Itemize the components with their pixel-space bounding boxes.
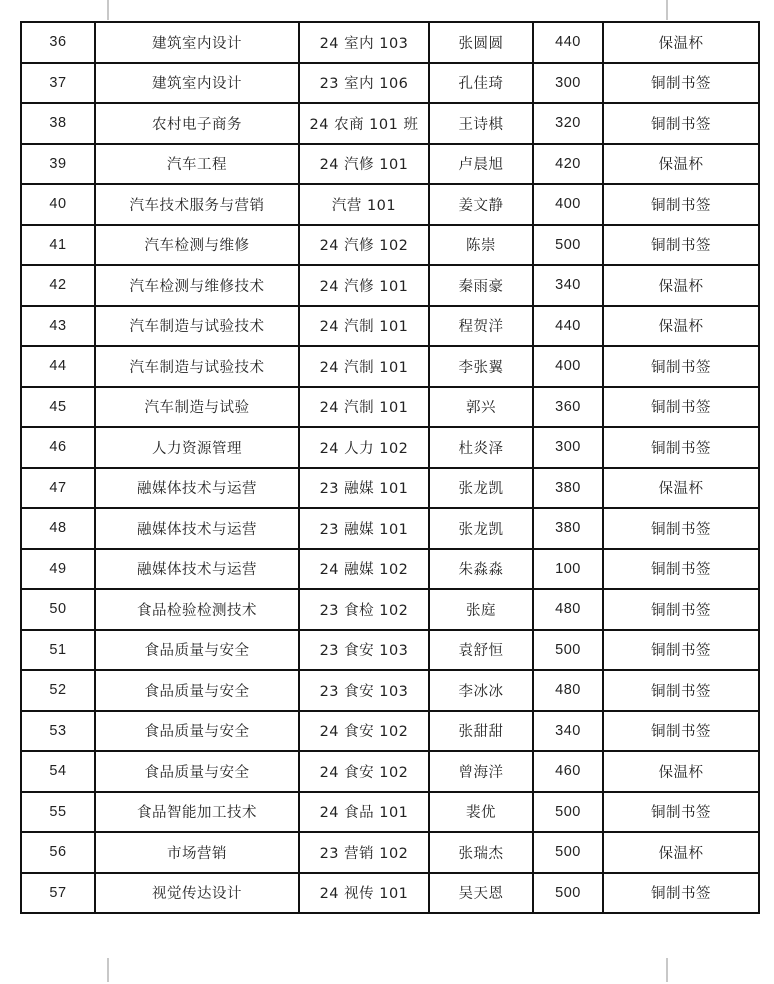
class-cell: 23 食安 103 [299, 670, 429, 711]
prize-cell: 保温杯 [603, 22, 759, 63]
student-name-cell: 李冰冰 [429, 670, 533, 711]
prize-cell: 铜制书签 [603, 103, 759, 144]
score-cell: 500 [533, 225, 603, 266]
row-number: 39 [21, 144, 95, 185]
class-cell: 23 融媒 101 [299, 468, 429, 509]
prize-cell: 保温杯 [603, 832, 759, 873]
row-number: 49 [21, 549, 95, 590]
class-cell: 24 汽制 101 [299, 306, 429, 347]
class-cell: 24 汽修 101 [299, 144, 429, 185]
score-cell: 360 [533, 387, 603, 428]
prize-cell: 保温杯 [603, 468, 759, 509]
major-cell: 汽车制造与试验 [95, 387, 299, 428]
score-cell: 380 [533, 508, 603, 549]
prize-cell: 铜制书签 [603, 711, 759, 752]
student-name-cell: 程贺洋 [429, 306, 533, 347]
row-number: 43 [21, 306, 95, 347]
score-cell: 400 [533, 346, 603, 387]
row-number: 57 [21, 873, 95, 914]
score-cell: 400 [533, 184, 603, 225]
score-cell: 340 [533, 711, 603, 752]
student-name-cell: 陈崇 [429, 225, 533, 266]
major-cell: 建筑室内设计 [95, 22, 299, 63]
score-cell: 300 [533, 63, 603, 104]
class-cell: 汽营 101 [299, 184, 429, 225]
score-cell: 500 [533, 792, 603, 833]
class-cell: 24 汽修 102 [299, 225, 429, 266]
prize-cell: 铜制书签 [603, 549, 759, 590]
prize-cell: 铜制书签 [603, 589, 759, 630]
major-cell: 汽车制造与试验技术 [95, 306, 299, 347]
major-cell: 食品质量与安全 [95, 630, 299, 671]
row-number: 56 [21, 832, 95, 873]
student-name-cell: 郭兴 [429, 387, 533, 428]
major-cell: 融媒体技术与运营 [95, 468, 299, 509]
student-name-cell: 朱淼淼 [429, 549, 533, 590]
prize-cell: 铜制书签 [603, 792, 759, 833]
major-cell: 人力资源管理 [95, 427, 299, 468]
class-cell: 24 食安 102 [299, 751, 429, 792]
major-cell: 食品智能加工技术 [95, 792, 299, 833]
row-number: 42 [21, 265, 95, 306]
major-cell: 汽车技术服务与营销 [95, 184, 299, 225]
row-number: 45 [21, 387, 95, 428]
table-row [21, 468, 759, 509]
table-row [21, 144, 759, 185]
table-row [21, 22, 759, 63]
table-row [21, 63, 759, 104]
table-row [21, 792, 759, 833]
prize-cell: 保温杯 [603, 306, 759, 347]
table-row [21, 387, 759, 428]
class-cell: 24 农商 101 班 [299, 103, 429, 144]
score-cell: 340 [533, 265, 603, 306]
row-number: 52 [21, 670, 95, 711]
score-cell: 480 [533, 670, 603, 711]
student-name-cell: 杜炎泽 [429, 427, 533, 468]
student-name-cell: 吴天恩 [429, 873, 533, 914]
row-number: 48 [21, 508, 95, 549]
prize-cell: 铜制书签 [603, 387, 759, 428]
student-name-cell: 裴优 [429, 792, 533, 833]
table-row [21, 184, 759, 225]
table-row [21, 427, 759, 468]
major-cell: 食品质量与安全 [95, 711, 299, 752]
row-number: 55 [21, 792, 95, 833]
student-name-cell: 李张翼 [429, 346, 533, 387]
row-number: 40 [21, 184, 95, 225]
prize-cell: 铜制书签 [603, 427, 759, 468]
class-cell: 23 融媒 101 [299, 508, 429, 549]
row-number: 46 [21, 427, 95, 468]
table-row [21, 873, 759, 914]
major-cell: 汽车制造与试验技术 [95, 346, 299, 387]
row-number: 53 [21, 711, 95, 752]
table-row [21, 265, 759, 306]
prize-cell: 铜制书签 [603, 873, 759, 914]
score-cell: 440 [533, 306, 603, 347]
score-cell: 500 [533, 832, 603, 873]
prize-cell: 铜制书签 [603, 670, 759, 711]
major-cell: 汽车检测与维修技术 [95, 265, 299, 306]
table-row [21, 346, 759, 387]
major-cell: 市场营销 [95, 832, 299, 873]
score-cell: 380 [533, 468, 603, 509]
page-corner-mark [666, 958, 668, 982]
score-cell: 420 [533, 144, 603, 185]
prize-cell: 铜制书签 [603, 346, 759, 387]
table-row [21, 751, 759, 792]
student-name-cell: 曾海洋 [429, 751, 533, 792]
prize-cell: 保温杯 [603, 265, 759, 306]
table-row [21, 508, 759, 549]
page-corner-mark [107, 0, 109, 20]
major-cell: 建筑室内设计 [95, 63, 299, 104]
table-row [21, 549, 759, 590]
class-cell: 23 食检 102 [299, 589, 429, 630]
table-row [21, 225, 759, 266]
row-number: 36 [21, 22, 95, 63]
table-row [21, 589, 759, 630]
major-cell: 食品检验检测技术 [95, 589, 299, 630]
class-cell: 23 室内 106 [299, 63, 429, 104]
class-cell: 23 营销 102 [299, 832, 429, 873]
score-cell: 460 [533, 751, 603, 792]
class-cell: 24 室内 103 [299, 22, 429, 63]
prize-cell: 铜制书签 [603, 184, 759, 225]
score-cell: 440 [533, 22, 603, 63]
score-cell: 500 [533, 873, 603, 914]
row-number: 41 [21, 225, 95, 266]
major-cell: 融媒体技术与运营 [95, 549, 299, 590]
class-cell: 24 汽制 101 [299, 346, 429, 387]
major-cell: 融媒体技术与运营 [95, 508, 299, 549]
table-row [21, 306, 759, 347]
student-name-cell: 袁舒恒 [429, 630, 533, 671]
student-name-cell: 姜文静 [429, 184, 533, 225]
prize-cell: 铜制书签 [603, 63, 759, 104]
prize-cell: 保温杯 [603, 751, 759, 792]
major-cell: 农村电子商务 [95, 103, 299, 144]
award-table-body [21, 22, 759, 913]
table-row [21, 103, 759, 144]
award-table [20, 21, 760, 914]
row-number: 38 [21, 103, 95, 144]
student-name-cell: 张甜甜 [429, 711, 533, 752]
major-cell: 食品质量与安全 [95, 751, 299, 792]
major-cell: 汽车检测与维修 [95, 225, 299, 266]
prize-cell: 保温杯 [603, 144, 759, 185]
table-row [21, 711, 759, 752]
score-cell: 320 [533, 103, 603, 144]
class-cell: 23 食安 103 [299, 630, 429, 671]
row-number: 54 [21, 751, 95, 792]
student-name-cell: 秦雨豪 [429, 265, 533, 306]
row-number: 51 [21, 630, 95, 671]
class-cell: 24 汽修 101 [299, 265, 429, 306]
row-number: 44 [21, 346, 95, 387]
student-name-cell: 张圆圆 [429, 22, 533, 63]
prize-cell: 铜制书签 [603, 225, 759, 266]
prize-cell: 铜制书签 [603, 508, 759, 549]
class-cell: 24 食品 101 [299, 792, 429, 833]
score-cell: 300 [533, 427, 603, 468]
major-cell: 食品质量与安全 [95, 670, 299, 711]
score-cell: 480 [533, 589, 603, 630]
table-row [21, 630, 759, 671]
student-name-cell: 张庭 [429, 589, 533, 630]
major-cell: 视觉传达设计 [95, 873, 299, 914]
student-name-cell: 张龙凯 [429, 508, 533, 549]
class-cell: 24 视传 101 [299, 873, 429, 914]
table-row [21, 670, 759, 711]
major-cell: 汽车工程 [95, 144, 299, 185]
table-row [21, 832, 759, 873]
score-cell: 100 [533, 549, 603, 590]
row-number: 47 [21, 468, 95, 509]
class-cell: 24 人力 102 [299, 427, 429, 468]
student-name-cell: 王诗棋 [429, 103, 533, 144]
page-corner-mark [107, 958, 109, 982]
prize-cell: 铜制书签 [603, 630, 759, 671]
class-cell: 24 汽制 101 [299, 387, 429, 428]
student-name-cell: 卢晨旭 [429, 144, 533, 185]
class-cell: 24 食安 102 [299, 711, 429, 752]
row-number: 37 [21, 63, 95, 104]
student-name-cell: 张龙凯 [429, 468, 533, 509]
class-cell: 24 融媒 102 [299, 549, 429, 590]
row-number: 50 [21, 589, 95, 630]
student-name-cell: 孔佳琦 [429, 63, 533, 104]
student-name-cell: 张瑞杰 [429, 832, 533, 873]
score-cell: 500 [533, 630, 603, 671]
page-corner-mark [666, 0, 668, 20]
